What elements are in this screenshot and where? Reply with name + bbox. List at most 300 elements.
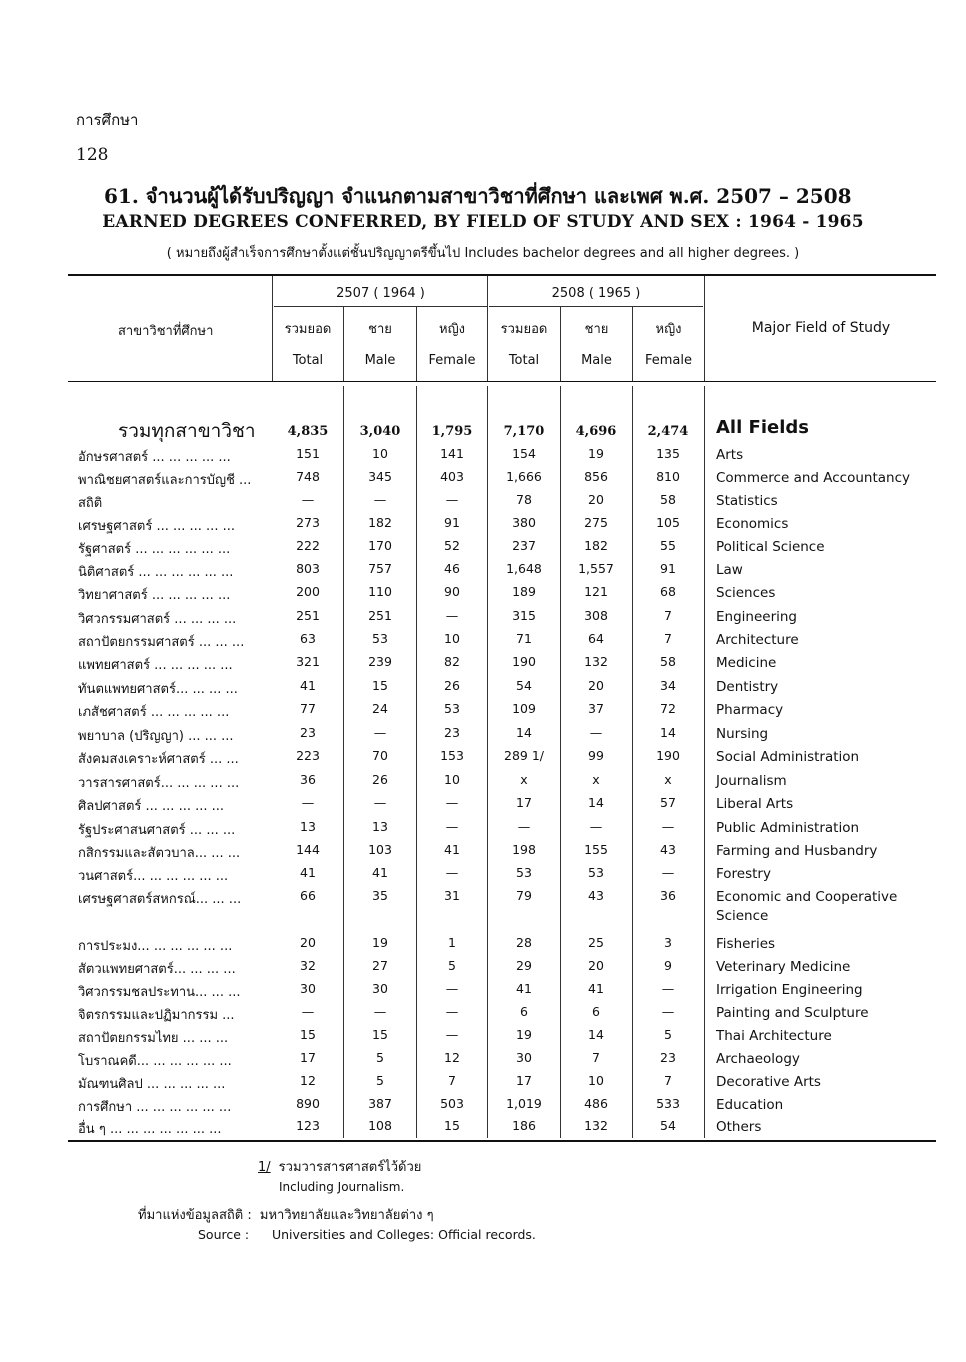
cell-1964-total: 41 xyxy=(300,865,316,880)
cell-1964-female: — xyxy=(445,1027,459,1042)
cell-1965-male: 132 xyxy=(584,654,608,669)
cell-1964-female: 141 xyxy=(440,446,464,461)
col-divider xyxy=(704,276,705,381)
col-header-english: Female xyxy=(644,353,692,368)
page-number: 128 xyxy=(76,145,109,165)
col-header-thai: รวมยอด xyxy=(284,322,332,337)
cell-1965-total: 380 xyxy=(512,515,536,530)
cell-1965-female: 36 xyxy=(660,888,676,903)
table-row xyxy=(0,538,966,558)
cell-1965-female: 7 xyxy=(664,631,672,646)
cell-1965-male: 4,696 xyxy=(575,424,617,439)
table-top-rule xyxy=(68,274,936,276)
field-name-english: Economics xyxy=(716,516,789,532)
cell-1964-male: 103 xyxy=(368,842,392,857)
table-row xyxy=(0,819,966,839)
cell-1965-female: — xyxy=(661,819,675,834)
cell-1964-female: 5 xyxy=(448,958,456,973)
cell-1964-female: 82 xyxy=(444,654,460,669)
cell-1964-female: 90 xyxy=(444,584,460,599)
cell-1965-male: 308 xyxy=(584,608,608,623)
cell-1964-female: 1,795 xyxy=(431,424,473,439)
field-name-thai: วิศวกรรมชลประทาน... ... ... xyxy=(78,985,241,1000)
cell-1964-total: 66 xyxy=(300,888,316,903)
cell-1965-male: 99 xyxy=(588,748,604,763)
field-name-english: Arts xyxy=(716,447,744,463)
footnote-thai xyxy=(258,1156,421,1177)
field-name-thai: วิทยาศาสตร์ ... ... ... ... ... xyxy=(78,588,231,603)
table-row xyxy=(0,888,966,924)
cell-1965-male: 19 xyxy=(588,446,604,461)
cell-1964-male: 182 xyxy=(368,515,392,530)
table-title-english: EARNED DEGREES CONFERRED, BY FIELD OF STUDY AND SEX : 1964 - 1965 xyxy=(102,212,864,232)
cell-1965-total: 1,648 xyxy=(506,561,542,576)
source-label-english: Source : xyxy=(198,1227,250,1242)
field-name-english: Forestry xyxy=(716,866,771,882)
cell-1965-female: 810 xyxy=(656,469,680,484)
table-row xyxy=(0,865,966,885)
table-row xyxy=(0,1027,966,1047)
table-row xyxy=(0,1073,966,1093)
col-header-thai: ชาย xyxy=(368,322,392,337)
cell-1964-total: 4,835 xyxy=(287,424,329,439)
cell-1964-total: 144 xyxy=(296,842,320,857)
cell-1964-total: 20 xyxy=(300,935,316,950)
col-header-english: Total xyxy=(508,353,540,368)
cell-1965-total: 7,170 xyxy=(503,424,545,439)
cell-1964-male: 108 xyxy=(368,1118,392,1133)
cell-1964-female: 153 xyxy=(440,748,464,763)
cell-1965-total: 54 xyxy=(516,678,532,693)
field-name-thai: สัตวแพทยศาสตร์... ... ... ... xyxy=(78,962,236,977)
cell-1965-male: 20 xyxy=(588,678,604,693)
cell-1964-total: — xyxy=(301,1004,315,1019)
cell-1965-female: 91 xyxy=(660,561,676,576)
field-name-thai: จิตรกรรมและปฏิมากรรม ... xyxy=(78,1008,235,1023)
cell-1964-male: 3,040 xyxy=(359,424,401,439)
field-name-english: Engineering xyxy=(716,609,797,625)
cell-1965-male: 14 xyxy=(588,1027,604,1042)
cell-1964-female: 15 xyxy=(444,1118,460,1133)
col-header-english: Male xyxy=(581,353,612,368)
cell-1965-total: 79 xyxy=(516,888,532,903)
cell-1964-female: — xyxy=(445,608,459,623)
field-name-thai: อื่น ๆ ... ... ... ... ... ... ... xyxy=(78,1122,222,1137)
cell-1965-female: 7 xyxy=(664,1073,672,1088)
footnote-mark: 1/ xyxy=(258,1160,271,1175)
cell-1964-total: 151 xyxy=(296,446,320,461)
cell-1964-female: 1 xyxy=(448,935,456,950)
source-english xyxy=(198,1227,536,1242)
cell-1964-total: 23 xyxy=(300,725,316,740)
cell-1964-female: — xyxy=(445,819,459,834)
year-header-1964: 2507 ( 1964 ) xyxy=(336,286,425,301)
cell-1964-male: 5 xyxy=(376,1073,384,1088)
cell-1964-total: 32 xyxy=(300,958,316,973)
table-row xyxy=(0,1096,966,1116)
cell-1965-male: 132 xyxy=(584,1118,608,1133)
cell-1964-male: 26 xyxy=(372,772,388,787)
cell-1964-total: 12 xyxy=(300,1073,316,1088)
table-row xyxy=(0,842,966,862)
cell-1965-total: 186 xyxy=(512,1118,536,1133)
cell-1964-female: 7 xyxy=(448,1073,456,1088)
cell-1965-male: x xyxy=(592,772,600,787)
cell-1965-male: 37 xyxy=(588,701,604,716)
table-row-total xyxy=(0,417,966,444)
cell-1964-male: 15 xyxy=(372,678,388,693)
section-label: การศึกษา xyxy=(76,111,139,129)
cell-1965-male: 64 xyxy=(588,631,604,646)
table-row xyxy=(0,1050,966,1070)
cell-1965-male: 20 xyxy=(588,492,604,507)
cell-1964-male: — xyxy=(373,795,387,810)
table-row xyxy=(0,1118,966,1138)
cell-1964-male: 35 xyxy=(372,888,388,903)
cell-1965-male: 7 xyxy=(592,1050,600,1065)
cell-1965-total: 17 xyxy=(516,795,532,810)
cell-1964-female: — xyxy=(445,981,459,996)
cell-1965-male: 486 xyxy=(584,1096,608,1111)
cell-1965-male: 6 xyxy=(592,1004,600,1019)
cell-1964-male: 345 xyxy=(368,469,392,484)
table-row xyxy=(0,1004,966,1024)
table-row xyxy=(0,584,966,604)
field-name-english: Public Administration xyxy=(716,820,860,836)
cell-1964-total: 748 xyxy=(296,469,320,484)
cell-1965-female: 190 xyxy=(656,748,680,763)
cell-1965-male: 155 xyxy=(584,842,608,857)
col-header-thai: หญิง xyxy=(655,322,682,337)
cell-1965-total: 189 xyxy=(512,584,536,599)
field-name-thai: รัฐประศาสนศาสตร์ ... ... ... xyxy=(78,823,236,838)
col-header-thai: รวมยอด xyxy=(500,322,548,337)
cell-1965-male: 41 xyxy=(588,981,604,996)
field-name-english: Law xyxy=(716,562,743,578)
table-row xyxy=(0,935,966,955)
source-text-thai: มหาวิทยาลัยและวิทยาลัยต่าง ๆ xyxy=(259,1208,434,1223)
cell-1964-female: — xyxy=(445,795,459,810)
col-divider xyxy=(487,276,488,381)
cell-1965-male: 43 xyxy=(588,888,604,903)
cell-1965-total: 6 xyxy=(520,1004,528,1019)
col-header-english: Female xyxy=(428,353,476,368)
cell-1965-male: 20 xyxy=(588,958,604,973)
cell-1965-male: — xyxy=(589,819,603,834)
cell-1964-female: — xyxy=(445,1004,459,1019)
cell-1965-total: 71 xyxy=(516,631,532,646)
cell-1965-female: 5 xyxy=(664,1027,672,1042)
cell-1964-female: 12 xyxy=(444,1050,460,1065)
cell-1964-male: 10 xyxy=(372,446,388,461)
cell-1964-female: 46 xyxy=(444,561,460,576)
cell-1965-total: 154 xyxy=(512,446,536,461)
cell-1964-total: 251 xyxy=(296,608,320,623)
field-name-english: Social Administration xyxy=(716,749,860,765)
cell-1965-female: 54 xyxy=(660,1118,676,1133)
field-name-english: Archaeology xyxy=(716,1051,800,1067)
cell-1965-total: 198 xyxy=(512,842,536,857)
cell-1964-male: 757 xyxy=(368,561,392,576)
cell-1964-female: 503 xyxy=(440,1096,464,1111)
cell-1964-male: 15 xyxy=(372,1027,388,1042)
col-header-thai: หญิง xyxy=(439,322,465,337)
cell-1965-female: 7 xyxy=(664,608,672,623)
field-name-thai: พาณิชยศาสตร์และการบัญชี ... xyxy=(78,473,252,488)
cell-1965-total: 78 xyxy=(516,492,532,507)
footnote-english: Including Journalism. xyxy=(279,1180,405,1194)
source-thai xyxy=(138,1204,434,1225)
cell-1965-total: 29 xyxy=(516,958,532,973)
source-text-english: Universities and Colleges: Official records. xyxy=(271,1227,536,1242)
cell-1965-total: — xyxy=(517,819,531,834)
table-row xyxy=(0,561,966,581)
cell-1964-total: — xyxy=(301,492,315,507)
field-name-thai: กสิกรรมและสัตวบาล... ... ... xyxy=(78,846,241,861)
field-name-english: Fisheries xyxy=(716,936,776,952)
cell-1965-male: 1,557 xyxy=(578,561,614,576)
cell-1964-total: 63 xyxy=(300,631,316,646)
field-name-thai: แพทยศาสตร์ ... ... ... ... ... xyxy=(78,658,233,673)
cell-1965-female: 57 xyxy=(660,795,676,810)
cell-1965-male: 121 xyxy=(584,584,608,599)
year-header-1965: 2508 ( 1965 ) xyxy=(551,286,641,301)
field-name-thai: สถาปัตยกรรมไทย ... ... ... xyxy=(78,1031,229,1046)
table-row xyxy=(0,446,966,466)
cell-1964-female: 52 xyxy=(444,538,460,553)
col-divider xyxy=(560,307,561,381)
cell-1964-total: 803 xyxy=(296,561,320,576)
cell-1965-female: — xyxy=(661,981,675,996)
cell-1964-total: 30 xyxy=(300,981,316,996)
field-name-english: Commerce and Accountancy xyxy=(716,470,911,486)
field-name-thai: พยาบาล (ปริญญา) ... ... ... xyxy=(78,729,234,744)
cell-1964-female: 26 xyxy=(444,678,460,693)
col-divider xyxy=(416,307,417,381)
cell-1965-total: 1,666 xyxy=(506,469,542,484)
footnote-text-thai: รวมวารสารศาสตร์ไว้ด้วย xyxy=(278,1160,422,1175)
cell-1964-male: 53 xyxy=(372,631,388,646)
source-label-thai: ที่มาแห่งข้อมูลสถิติ : xyxy=(138,1208,252,1223)
cell-1965-male: — xyxy=(589,725,603,740)
cell-1964-male: 387 xyxy=(368,1096,392,1111)
cell-1964-total: 273 xyxy=(296,515,320,530)
cell-1965-total: 14 xyxy=(516,725,532,740)
field-name-english: Liberal Arts xyxy=(716,796,794,812)
col-header-english: Male xyxy=(364,353,396,368)
field-name-thai: วารสารศาสตร์... ... ... ... ... xyxy=(78,776,240,791)
field-name-thai: สถาปัตยกรรมศาสตร์ ... ... ... xyxy=(78,635,245,650)
cell-1965-female: x xyxy=(664,772,672,787)
field-name-thai: เศรษฐศาสตร์ ... ... ... ... ... xyxy=(78,519,235,534)
cell-1965-total: 315 xyxy=(512,608,536,623)
field-header-english: Major Field of Study xyxy=(751,320,891,336)
field-name-thai: รัฐศาสตร์ ... ... ... ... ... ... xyxy=(78,542,231,557)
cell-1964-male: 30 xyxy=(372,981,388,996)
col-header-thai: ชาย xyxy=(584,322,609,337)
cell-1965-male: 25 xyxy=(588,935,604,950)
cell-1965-female: — xyxy=(661,865,675,880)
cell-1965-total: 109 xyxy=(512,701,536,716)
field-name-english: Nursing xyxy=(716,726,769,742)
cell-1964-male: — xyxy=(373,1004,387,1019)
table-row xyxy=(0,631,966,651)
table-row xyxy=(0,748,966,768)
cell-1965-total: 41 xyxy=(516,981,532,996)
cell-1965-male: 14 xyxy=(588,795,604,810)
table-row xyxy=(0,654,966,674)
cell-1964-total: 222 xyxy=(296,538,320,553)
cell-1965-male: 275 xyxy=(584,515,608,530)
cell-1964-male: 19 xyxy=(372,935,388,950)
cell-1964-total: 321 xyxy=(296,654,320,669)
cell-1964-male: — xyxy=(373,725,387,740)
field-name-thai: เศรษฐศาสตร์สหกรณ์... ... ... xyxy=(78,892,242,907)
cell-1964-female: — xyxy=(445,492,459,507)
col-header-english: Total xyxy=(292,353,324,368)
table-row xyxy=(0,678,966,698)
field-name-english: Dentistry xyxy=(716,679,779,695)
cell-1964-male: 5 xyxy=(376,1050,384,1065)
cell-1964-total: 200 xyxy=(296,584,320,599)
cell-1964-male: 170 xyxy=(368,538,392,553)
cell-1964-total: 15 xyxy=(300,1027,316,1042)
field-name-thai: โบราณคดี... ... ... ... ... ... xyxy=(78,1054,232,1069)
cell-1965-female: 14 xyxy=(660,725,676,740)
cell-1964-female: 10 xyxy=(444,772,460,787)
field-name-english: Pharmacy xyxy=(716,702,784,718)
cell-1964-male: 13 xyxy=(372,819,388,834)
cell-1965-total: 53 xyxy=(516,865,532,880)
cell-1965-total: 28 xyxy=(516,935,532,950)
table-row xyxy=(0,725,966,745)
cell-1964-female: 53 xyxy=(444,701,460,716)
cell-1964-total: 36 xyxy=(300,772,316,787)
table-row xyxy=(0,608,966,628)
field-name-thai: สังคมสงเคราะห์ศาสตร์ ... ... xyxy=(78,752,239,767)
cell-1965-total: x xyxy=(520,772,528,787)
field-name-thai: อักษรศาสตร์ ... ... ... ... ... xyxy=(78,450,231,465)
cell-1965-male: 10 xyxy=(588,1073,604,1088)
field-name-thai: รวมทุกสาขาวิชา xyxy=(118,420,256,442)
cell-1964-total: 890 xyxy=(296,1096,320,1111)
cell-1965-female: 135 xyxy=(656,446,680,461)
field-name-thai: มัณฑนศิลป ... ... ... ... ... xyxy=(78,1077,226,1092)
cell-1964-total: 123 xyxy=(296,1118,320,1133)
cell-1965-female: 3 xyxy=(664,935,672,950)
year-underline-1964 xyxy=(274,306,487,307)
field-name-thai: นิติศาสตร์ ... ... ... ... ... ... xyxy=(78,565,234,580)
field-header-thai: สาขาวิชาที่ศึกษา xyxy=(118,324,214,339)
cell-1965-male: 182 xyxy=(584,538,608,553)
cell-1964-total: 13 xyxy=(300,819,316,834)
table-title-thai: 61. จำนวนผู้ได้รับปริญญา จำแนกตามสาขาวิชาที่ศึกษา และเพศ พ.ศ. 2507 – 2508 xyxy=(104,184,852,208)
table-row xyxy=(0,515,966,535)
cell-1965-male: 856 xyxy=(584,469,608,484)
cell-1964-total: 17 xyxy=(300,1050,316,1065)
field-name-english: Decorative Arts xyxy=(716,1074,821,1090)
header-bottom-rule xyxy=(68,381,936,382)
field-name-english: Thai Architecture xyxy=(716,1028,832,1044)
field-name-english: Others xyxy=(716,1119,762,1135)
field-name-english: Irrigation Engineering xyxy=(716,982,863,998)
cell-1965-total: 190 xyxy=(512,654,536,669)
field-name-english: Education xyxy=(716,1097,784,1113)
field-name-english: Farming and Husbandry xyxy=(716,843,878,859)
field-name-thai: วิศวกรรมศาสตร์ ... ... ... ... xyxy=(78,612,237,627)
cell-1964-female: 403 xyxy=(440,469,464,484)
field-name-english: Economic and Cooperative Science xyxy=(716,889,898,924)
cell-1965-female: 68 xyxy=(660,584,676,599)
cell-1965-total: 19 xyxy=(516,1027,532,1042)
cell-1965-female: 533 xyxy=(656,1096,680,1111)
field-name-english: Painting and Sculpture xyxy=(716,1005,869,1021)
table-row xyxy=(0,795,966,815)
cell-1964-female: — xyxy=(445,865,459,880)
col-divider xyxy=(632,307,633,381)
cell-1964-total: 41 xyxy=(300,678,316,693)
cell-1964-male: — xyxy=(373,492,387,507)
field-name-thai: ทันตแพทยศาสตร์... ... ... ... xyxy=(78,682,238,697)
cell-1965-total: 1,019 xyxy=(506,1096,542,1111)
field-name-english: Veterinary Medicine xyxy=(716,959,851,975)
cell-1965-female: 72 xyxy=(660,701,676,716)
cell-1965-female: 34 xyxy=(660,678,676,693)
field-name-thai: การประมง... ... ... ... ... ... xyxy=(78,939,233,954)
cell-1965-total: 30 xyxy=(516,1050,532,1065)
cell-1964-male: 110 xyxy=(368,584,392,599)
field-name-english: Statistics xyxy=(716,493,778,509)
field-name-thai: สถิติ xyxy=(78,496,103,511)
col-divider xyxy=(343,307,344,381)
cell-1964-total: — xyxy=(301,795,315,810)
cell-1964-female: 23 xyxy=(444,725,460,740)
field-name-thai: เภสัชศาสตร์ ... ... ... ... ... xyxy=(78,705,230,720)
table-row xyxy=(0,981,966,1001)
cell-1965-total: 17 xyxy=(516,1073,532,1088)
cell-1964-total: 223 xyxy=(296,748,320,763)
table-subtitle: ( หมายถึงผู้สำเร็จการศึกษาตั้งแต่ชั้นปริญญาตรีขึ้นไป Includes bachelor degrees and all higher degrees. ) xyxy=(166,246,800,261)
field-name-thai: การศึกษา ... ... ... ... ... ... xyxy=(78,1100,232,1115)
table-row xyxy=(0,701,966,721)
cell-1965-female: 105 xyxy=(656,515,680,530)
cell-1964-male: 70 xyxy=(372,748,388,763)
cell-1964-male: 239 xyxy=(368,654,392,669)
field-name-thai: ศิลปศาสตร์ ... ... ... ... ... xyxy=(78,799,225,814)
cell-1964-total: 77 xyxy=(300,701,316,716)
cell-1965-female: 58 xyxy=(660,492,676,507)
field-name-english: Architecture xyxy=(716,632,799,648)
cell-1965-female: 43 xyxy=(660,842,676,857)
cell-1965-female: 2,474 xyxy=(647,424,689,439)
cell-1964-female: 91 xyxy=(444,515,460,530)
cell-1965-total: 289 1/ xyxy=(504,748,544,763)
cell-1965-male: 53 xyxy=(588,865,604,880)
field-name-thai: วนศาสตร์... ... ... ... ... ... xyxy=(78,869,229,884)
field-name-english: Journalism xyxy=(716,773,787,789)
cell-1965-female: 55 xyxy=(660,538,676,553)
cell-1964-female: 31 xyxy=(444,888,460,903)
table-row xyxy=(0,469,966,489)
table-row xyxy=(0,492,966,512)
table-row xyxy=(0,958,966,978)
cell-1965-female: — xyxy=(661,1004,675,1019)
cell-1964-female: 10 xyxy=(444,631,460,646)
field-name-english: Political Science xyxy=(716,539,825,555)
table-row xyxy=(0,772,966,792)
cell-1964-male: 251 xyxy=(368,608,392,623)
col-divider xyxy=(272,276,273,381)
